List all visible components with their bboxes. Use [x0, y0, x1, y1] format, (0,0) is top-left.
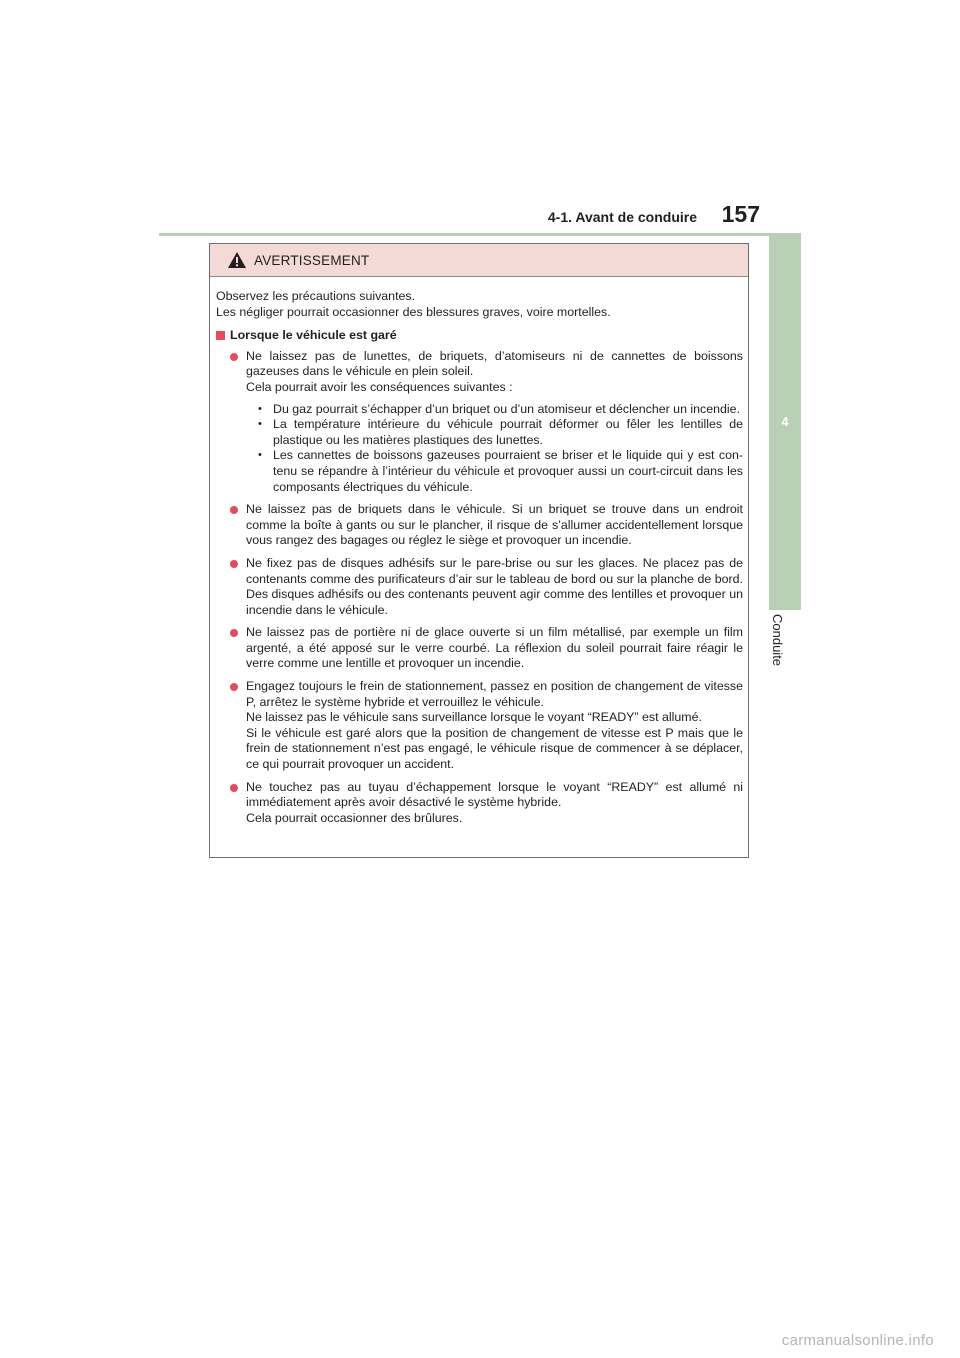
intro-line: Observez les précautions suivantes. [216, 289, 416, 303]
list-item [216, 625, 743, 672]
item-text: Engagez toujours le frein de stationnement, passez en position de changement de vitesse P, arrêtez le système hybride et verrouillez le véhicule. [246, 679, 743, 709]
square-bullet-icon [216, 331, 225, 340]
item-text: Ne laissez pas de lunettes, de briquets, d’atomiseurs ni de cannettes de boissons gazeuses dans le véhicule en plein soleil. [246, 348, 743, 379]
item-text: Ne laissez pas de briquets dans le véhicule. Si un briquet se trouve dans un endroit comme la boîte à gants ou sur le plancher, il risque de s’allumer accidentellement lorsque vous rangez des bagages ou réglez le siège et provoquer un incendie. [246, 502, 743, 548]
warning-triangle-icon [228, 252, 246, 268]
item-text: Cela pourrait occasionner des brûlures. [246, 810, 463, 825]
bullet-dot-icon [230, 784, 238, 792]
footer [0, 1332, 960, 1350]
warning-intro [216, 289, 743, 320]
section-title: 4-1. Avant de conduire [547, 209, 697, 225]
list-item [216, 502, 743, 549]
list-item [216, 780, 743, 827]
subheading-text: Lorsque le véhicule est garé [230, 328, 397, 343]
intro-line: Les négliger pourrait occasionner des blessures graves, voire mortelles. [216, 304, 611, 319]
page-header [159, 203, 800, 236]
bullet-dot-icon [230, 560, 238, 568]
bullet-dot-icon [230, 683, 238, 691]
list-item [216, 556, 743, 618]
warning-header [210, 244, 748, 277]
chapter-label: Conduite [770, 614, 785, 667]
bullet-dot-icon [230, 353, 238, 361]
bullet-dot-icon [230, 506, 238, 514]
list-item [216, 349, 743, 495]
item-text: Cela pourrait avoir les conséquences suivantes : [246, 379, 513, 394]
warning-title: AVERTISSEMENT [254, 253, 370, 268]
bullet-dot-icon [230, 629, 238, 637]
list-item [216, 679, 743, 773]
sub-list [246, 402, 743, 496]
watermark: carmanualsonline.info [781, 1332, 934, 1349]
warning-box [209, 243, 749, 858]
item-text: Si le véhicule est garé alors que la position de changement de vitesse est P mais que le frein de stationnement n’est pas engagé, le véhicule risque de commencer à se déplacer, ce qui pourrait provoquer un accident. [246, 725, 743, 772]
warning-content [216, 289, 743, 833]
item-text: Ne fixez pas de disques adhésifs sur le pare-brise ou sur les glaces. Ne placez pas de contenants comme des purificateurs d’air sur le tableau de bord ou sur la planche de bord. Des disques adhésifs ou des contenants peuvent agir comme des lentilles et provoquer un incendie dans le véhicule. [246, 555, 743, 617]
item-text: Ne touchez pas au tuyau d’échappement lorsque le voyant “READY” est allumé ni immédiatement après avoir désactivé le système hybride. [246, 779, 743, 810]
item-text: Ne laissez pas de portière ni de glace ouverte si un film métallisé, par exemple un film argenté, a été apposé sur le verre courbé. La réflexion du soleil pourrait faire réagir le verre comme une lentille et provoquer un incendie. [246, 625, 743, 671]
subheading [216, 328, 743, 344]
sub-list-item: • Les cannettes de boissons gazeuses pourraient se briser et le liquide qui y est con-tenu se répandre à l’intérieur du véhicule et provoquer aussi un court-circuit dans les composants électriques du véhicule. [258, 448, 743, 495]
sub-list-item: • Du gaz pourrait s’échapper d’un briquet ou d’un atomiseur et déclencher un incendie. [258, 402, 743, 418]
chapter-number: 4 [781, 414, 789, 429]
sub-list-item: • La température intérieure du véhicule pourrait déformer ou fêler les lentilles de plastique ou les matières plastiques des lunettes. [258, 417, 743, 448]
page-number: 157 [721, 201, 760, 227]
chapter-tab [769, 233, 801, 610]
item-text: Ne laissez pas le véhicule sans surveillance lorsque le voyant “READY” est allumé. [246, 710, 702, 725]
chapter-label-wrap [757, 614, 813, 684]
